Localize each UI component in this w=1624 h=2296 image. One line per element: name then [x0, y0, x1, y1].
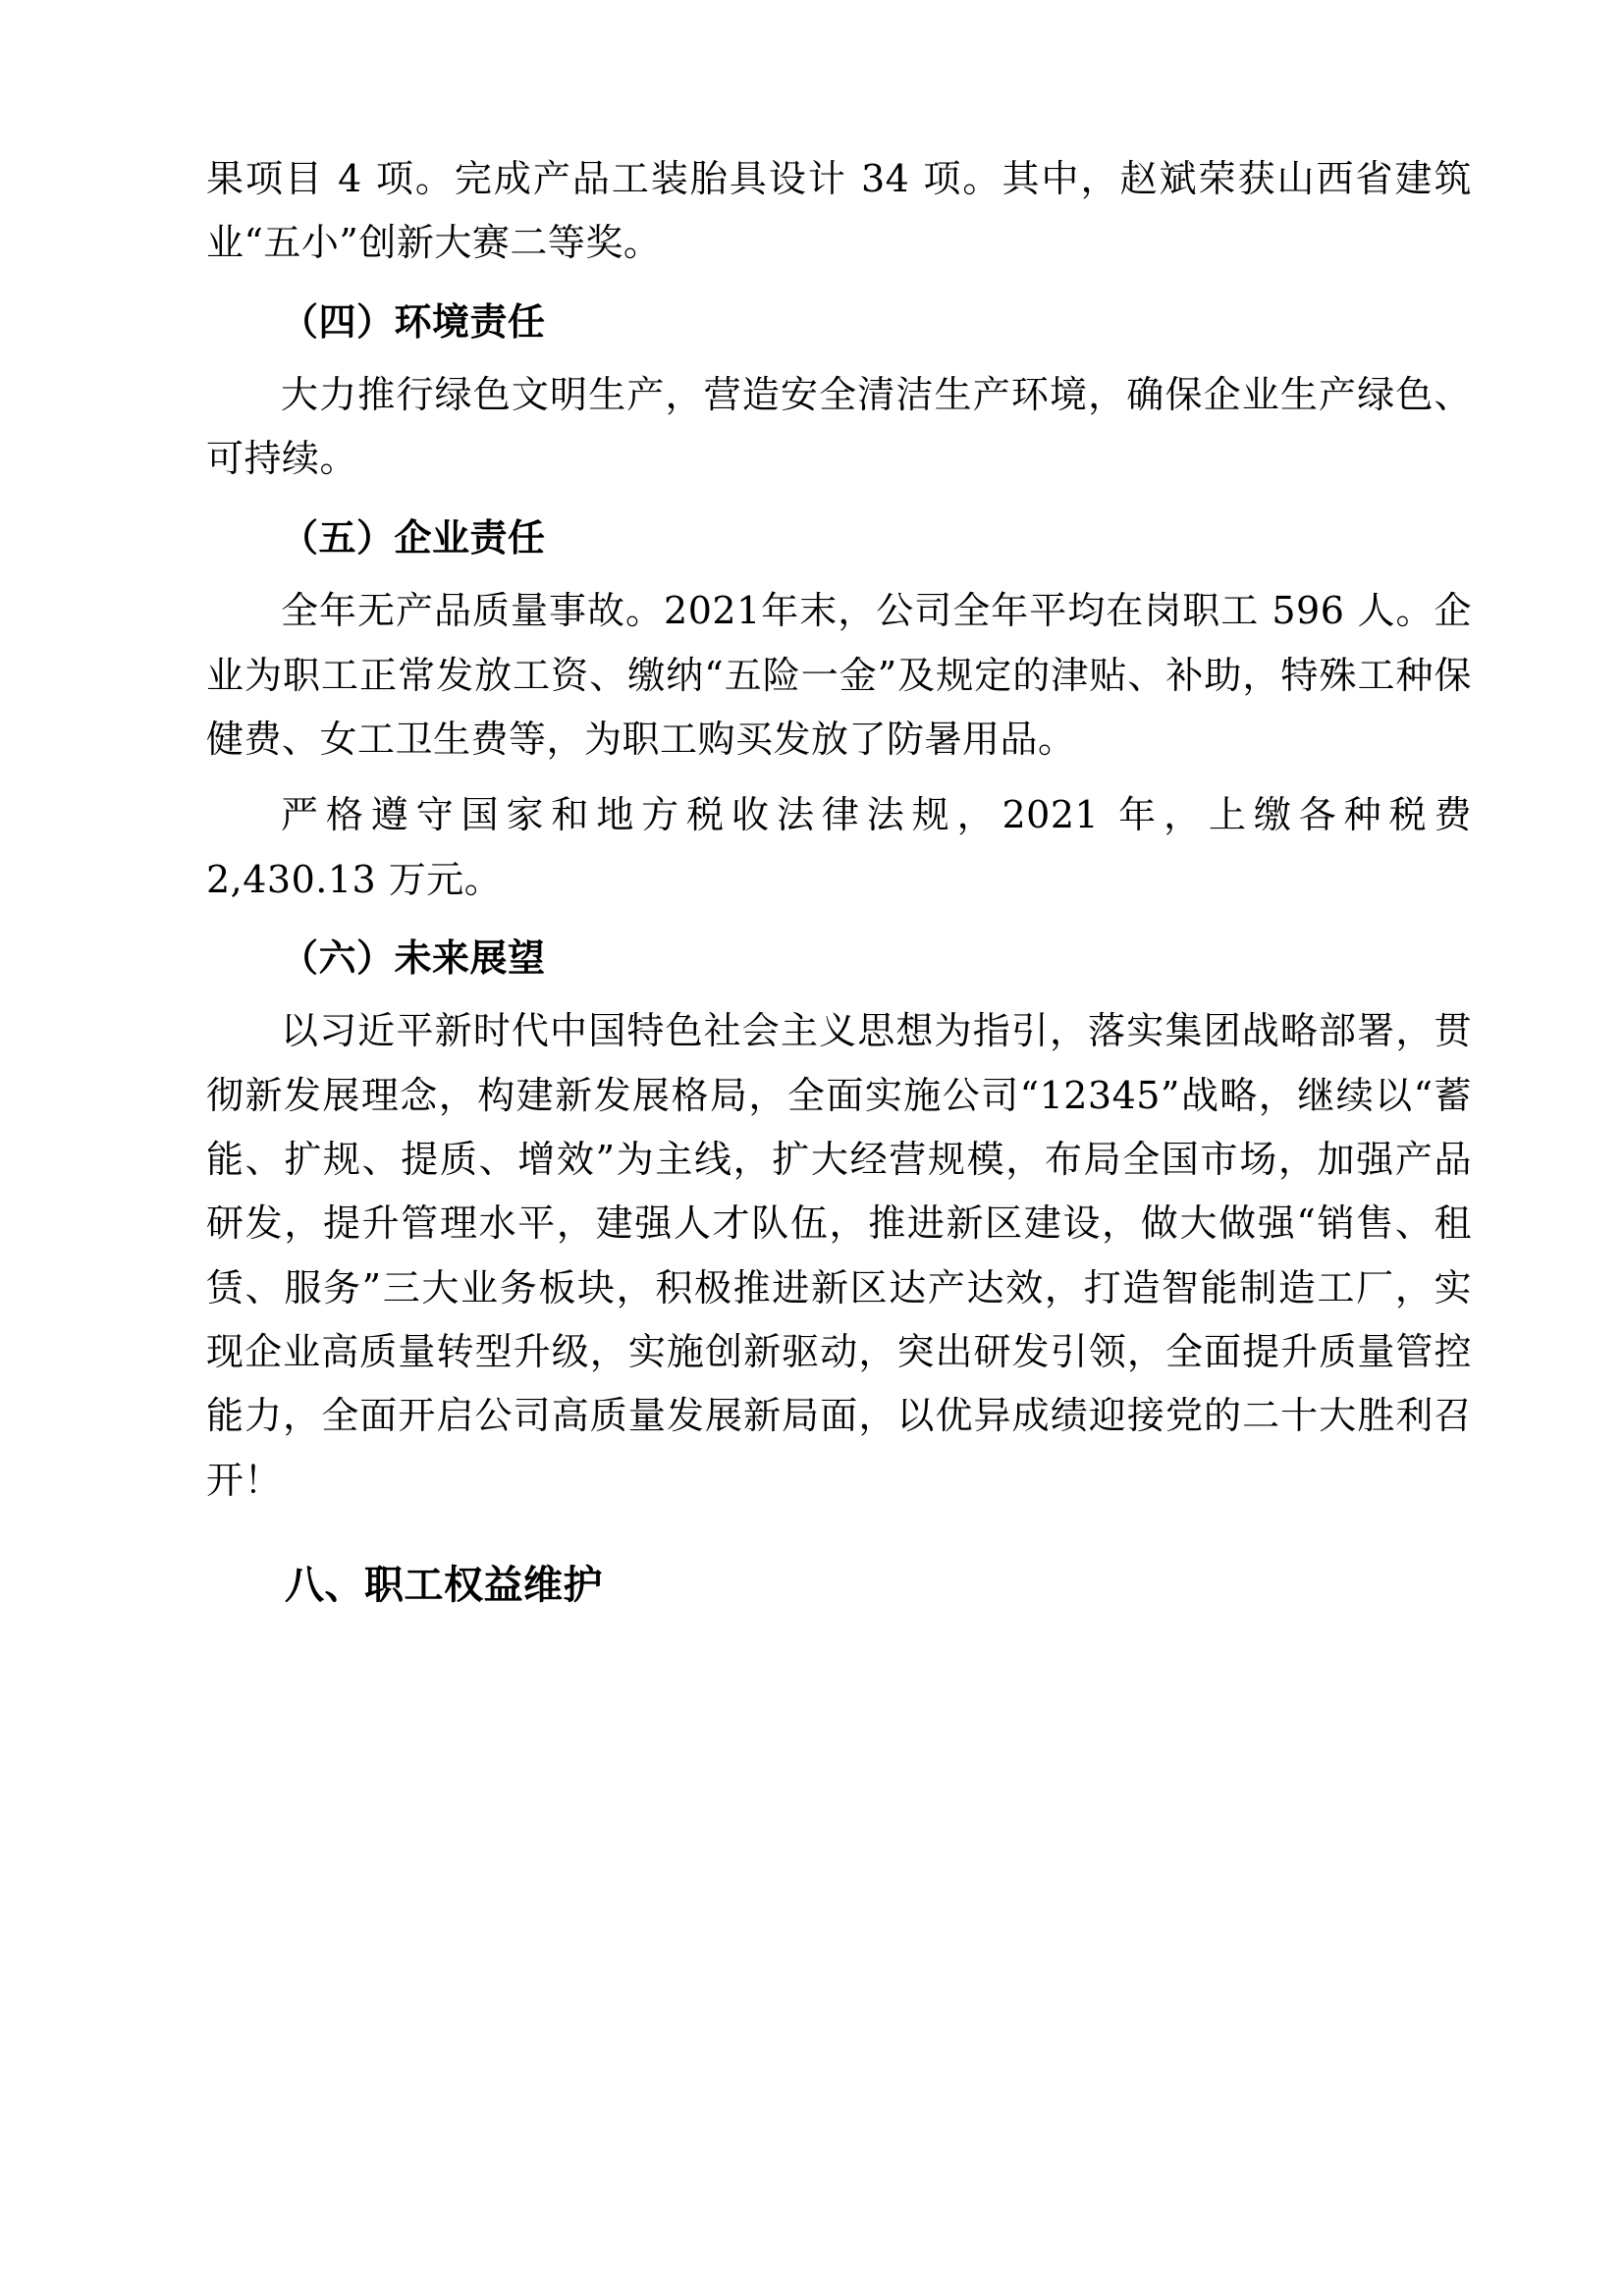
paragraph-enterprise-responsibility-1: 全年无产品质量事故。2021年末，公司全年平均在岗职工 596 人。企业为职工正常发放工资、缴纳“五险一金”及规定的津贴、补助，特殊工种保健费、女工卫生费等，为职工购买发放了防暑用品。: [206, 589, 1472, 761]
section-heading-employee-rights: 八、职工权益维护: [285, 1562, 603, 1609]
paragraph-enterprise-responsibility-2: 严格遵守国家和地方税收法律法规，2021 年，上缴各种税费 2,430.13 万元。: [206, 793, 1472, 901]
paragraph-future-outlook: 以习近平新时代中国特色社会主义思想为指引，落实集团战略部署，贯彻新发展理念，构建新发展格局，全面实施公司“12345”战略，继续以“蓄能、扩规、提质、增效”为主线，扩大经营规模，布局全国市场，加强产品研发，提升管理水平，建强人才队伍，推进新区建设，做大做强“销售、租赁、服务”三大业务板块，积极推进新区达产达效，打造智能制造工厂，实现企业高质量转型升级，实施创新驱动，突出研发引领，全面提升质量管控能力，全面开启公司高质量发展新局面，以优异成绩迎接党的二十大胜利召开！: [206, 1009, 1472, 1502]
paragraph-environment-responsibility: 大力推行绿色文明生产，营造安全清洁生产环境，确保企业生产绿色、可持续。: [206, 373, 1472, 481]
subheading-future-outlook: （六）未来展望: [281, 934, 546, 980]
subheading-environment-responsibility: （四）环境责任: [281, 298, 546, 344]
subheading-enterprise-responsibility: （五）企业责任: [281, 514, 546, 560]
paragraph-continuation: 果项目 4 项。完成产品工装胎具设计 34 项。其中，赵斌荣获山西省建筑业“五小”创新大赛二等奖。: [206, 157, 1472, 265]
document-body: [206, 147, 1472, 1620]
